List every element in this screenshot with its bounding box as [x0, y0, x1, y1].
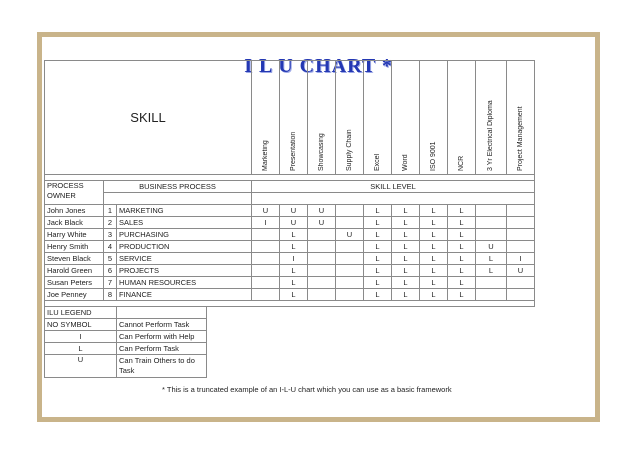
skill-column-header: Supply Chain — [336, 61, 364, 175]
skill-level-cell: L — [392, 241, 420, 253]
skill-level-cell — [252, 241, 280, 253]
skill-level-cell: U — [280, 217, 308, 229]
skill-level-cell — [336, 253, 364, 265]
skill-level-cell: L — [420, 277, 448, 289]
skill-level-cell: L — [364, 229, 392, 241]
skill-header: SKILL — [45, 61, 252, 175]
process-number-cell: 7 — [104, 277, 117, 289]
business-process-cell: MARKETING — [117, 205, 252, 217]
process-owner-cell: Henry Smith — [45, 241, 104, 253]
skill-level-cell: L — [420, 253, 448, 265]
skill-column-header: 3 Yr Electrical Diploma — [476, 61, 507, 175]
process-number-cell: 5 — [104, 253, 117, 265]
table-row — [45, 205, 535, 217]
skill-level-cell: L — [448, 265, 476, 277]
skill-column-header: Project Management — [507, 61, 535, 175]
skill-level-cell: L — [420, 205, 448, 217]
legend-symbol: I — [45, 331, 117, 343]
skill-level-cell: L — [280, 241, 308, 253]
skill-level-cell — [476, 229, 507, 241]
business-process-cell: HUMAN RESOURCES — [117, 277, 252, 289]
skill-level-cell — [308, 253, 336, 265]
skill-level-cell: L — [364, 289, 392, 301]
skill-level-cell: L — [420, 289, 448, 301]
skill-level-cell — [252, 277, 280, 289]
process-owner-cell: Susan Peters — [45, 277, 104, 289]
legend-meaning: Cannot Perform Task — [117, 319, 207, 331]
business-process-cell: SALES — [117, 217, 252, 229]
skill-level-cell — [336, 265, 364, 277]
process-owner-header: PROCESS OWNER — [45, 181, 104, 205]
skill-level-cell — [252, 229, 280, 241]
skill-level-cell: L — [364, 253, 392, 265]
section-header-row-2 — [45, 193, 535, 205]
business-process-cell: SERVICE — [117, 253, 252, 265]
skill-level-cell: L — [476, 253, 507, 265]
process-number-cell: 2 — [104, 217, 117, 229]
skill-level-cell: L — [392, 277, 420, 289]
skill-level-cell: U — [507, 265, 535, 277]
skill-column-header: NCR — [448, 61, 476, 175]
process-number-cell: 8 — [104, 289, 117, 301]
table-row — [45, 277, 535, 289]
table-row — [45, 241, 535, 253]
process-owner-cell: Harold Green — [45, 265, 104, 277]
skill-level-cell: U — [476, 241, 507, 253]
header-row — [45, 61, 535, 175]
skill-column-header: Presentation — [280, 61, 308, 175]
legend-meaning: Can Train Others to do Task — [117, 355, 207, 378]
business-process-cell: FINANCE — [117, 289, 252, 301]
section-header-row — [45, 181, 535, 193]
skill-level-cell — [252, 265, 280, 277]
table-row — [45, 229, 535, 241]
skill-level-cell — [336, 289, 364, 301]
footnote: * This is a truncated example of an I-L-U chart which you can use as a basic framework — [162, 385, 452, 394]
skill-level-cell: L — [448, 253, 476, 265]
skill-level-cell: L — [476, 265, 507, 277]
table-row — [45, 265, 535, 277]
skill-level-cell: L — [392, 205, 420, 217]
skill-level-cell: I — [280, 253, 308, 265]
skill-level-cell — [476, 277, 507, 289]
skill-level-header: SKILL LEVEL — [252, 181, 535, 193]
skill-level-cell: L — [448, 217, 476, 229]
business-process-header: BUSINESS PROCESS — [104, 181, 252, 193]
process-owner-cell: Steven Black — [45, 253, 104, 265]
skill-level-cell — [476, 289, 507, 301]
process-number-cell: 6 — [104, 265, 117, 277]
skill-level-cell: L — [392, 229, 420, 241]
process-owner-cell: Joe Penney — [45, 289, 104, 301]
skill-level-cell — [507, 229, 535, 241]
process-number-cell: 4 — [104, 241, 117, 253]
skill-level-cell: L — [420, 217, 448, 229]
table-row — [45, 217, 535, 229]
process-owner-cell: Jack Black — [45, 217, 104, 229]
skill-level-cell: U — [336, 229, 364, 241]
process-number-cell: 3 — [104, 229, 117, 241]
data-rows — [45, 205, 535, 301]
skill-level-cell — [336, 277, 364, 289]
skill-level-cell: L — [448, 277, 476, 289]
skill-level-cell: L — [280, 277, 308, 289]
skill-column-header: Showcasing — [308, 61, 336, 175]
skill-level-cell: I — [252, 217, 280, 229]
skill-level-cell: L — [392, 217, 420, 229]
skill-column-header: Excel — [364, 61, 392, 175]
skill-level-cell: L — [420, 265, 448, 277]
chart-title: I L U CHART * — [244, 55, 393, 77]
ilu-chart-table — [44, 60, 535, 378]
skill-level-cell: L — [364, 205, 392, 217]
skill-level-cell — [507, 289, 535, 301]
skill-level-cell: L — [280, 229, 308, 241]
skill-level-cell: U — [280, 205, 308, 217]
process-owner-cell: John Jones — [45, 205, 104, 217]
skill-level-cell — [308, 265, 336, 277]
skill-level-cell: L — [280, 265, 308, 277]
skill-level-cell: U — [308, 205, 336, 217]
skill-level-cell: L — [448, 205, 476, 217]
process-number-cell: 1 — [104, 205, 117, 217]
skill-level-cell — [507, 241, 535, 253]
skill-level-cell: L — [448, 241, 476, 253]
skill-level-cell: L — [364, 241, 392, 253]
legend-title-row — [45, 307, 535, 319]
legend-symbol: NO SYMBOL — [45, 319, 117, 331]
skill-level-cell: L — [364, 277, 392, 289]
legend-symbol: L — [45, 343, 117, 355]
skill-level-cell — [507, 277, 535, 289]
skill-level-cell — [308, 289, 336, 301]
skill-level-cell — [336, 217, 364, 229]
skill-level-cell — [308, 241, 336, 253]
skill-column-header: Marketing — [252, 61, 280, 175]
business-process-cell: PURCHASING — [117, 229, 252, 241]
table-row — [45, 289, 535, 301]
process-owner-cell: Harry White — [45, 229, 104, 241]
skill-level-cell: L — [420, 241, 448, 253]
skill-level-cell: U — [252, 205, 280, 217]
skill-level-cell: L — [448, 289, 476, 301]
skill-level-cell: L — [392, 289, 420, 301]
skill-level-cell — [308, 277, 336, 289]
skill-level-cell — [507, 217, 535, 229]
legend-symbol: U — [45, 355, 117, 378]
skill-level-cell: L — [448, 229, 476, 241]
legend-meaning: Can Perform Task — [117, 343, 207, 355]
skill-level-cell — [476, 217, 507, 229]
skill-level-cell — [252, 289, 280, 301]
skill-level-cell: L — [364, 217, 392, 229]
skill-level-cell: I — [507, 253, 535, 265]
skill-level-cell — [336, 241, 364, 253]
skill-level-cell: L — [392, 265, 420, 277]
skill-level-cell — [252, 253, 280, 265]
skill-level-cell — [507, 205, 535, 217]
skill-level-cell: L — [392, 253, 420, 265]
skill-level-cell: U — [308, 217, 336, 229]
business-process-cell: PROJECTS — [117, 265, 252, 277]
skill-column-header: ISO 9001 — [420, 61, 448, 175]
skill-level-cell — [308, 229, 336, 241]
skill-level-cell: L — [364, 265, 392, 277]
skill-level-cell: L — [280, 289, 308, 301]
skill-column-header: Word — [392, 61, 420, 175]
skill-level-cell — [476, 205, 507, 217]
business-process-cell: PRODUCTION — [117, 241, 252, 253]
legend-meaning: Can Perform with Help — [117, 331, 207, 343]
skill-level-cell — [336, 205, 364, 217]
skill-level-cell: L — [420, 229, 448, 241]
table-row — [45, 253, 535, 265]
legend-title: ILU LEGEND — [45, 307, 117, 319]
